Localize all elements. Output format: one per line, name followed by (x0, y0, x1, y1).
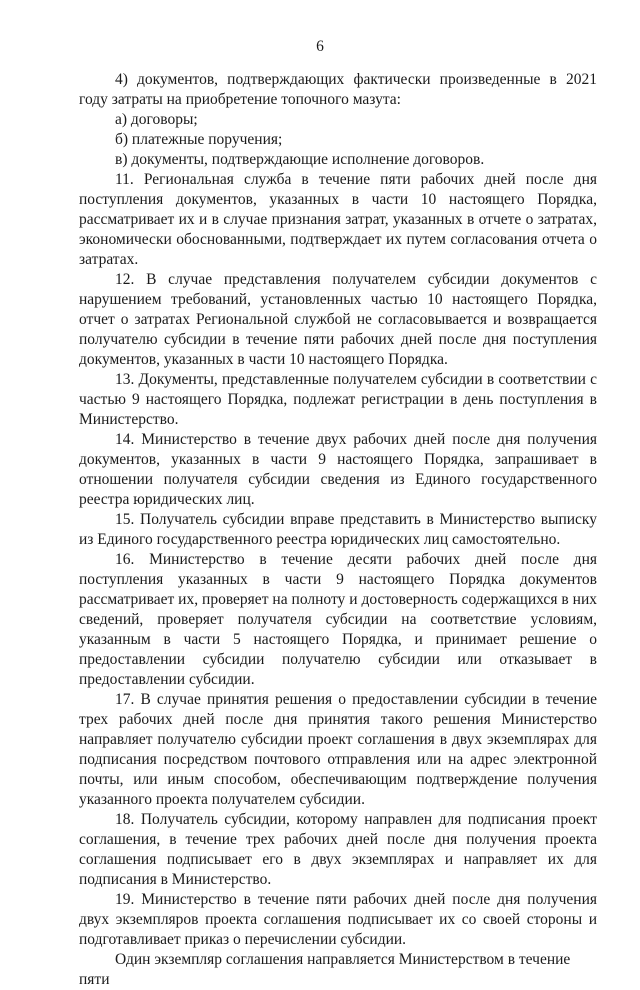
paragraph-11: 11. Региональная служба в течение пяти рабочих дней после дня поступления документов, указанных в части 10 настоящего Порядка, рассматривает их и в случае признания затрат, указанных в отчете о затратах, экономически обоснованными, подтверждает их путем согласования отчета о затратах. (79, 171, 597, 268)
paragraph-subitem-b: б) платежные поручения; (115, 131, 283, 148)
paragraph-18: 18. Получатель субсидии, которому направлен для подписания проект соглашения, в течение трех рабочих дней после дня получения проекта соглашения подписывает его в двух экземплярах и направляет их для подписания в Министерство. (79, 811, 597, 888)
paragraph-12: 12. В случае представления получателем субсидии документов с нарушением требований, установленных частью 10 настоящего Порядка, отчет о затратах Региональной службой не согласовывается и возвращается получателю субсидии в течение пяти рабочих дней после дня поступления документов, указанных в части 10 настоящего Порядка. (79, 271, 597, 368)
paragraph-15: 15. Получатель субсидии вправе представить в Министерство выписку из Единого государственного реестра юридических лиц самостоятельно. (79, 511, 597, 548)
paragraph-13: 13. Документы, представленные получателем субсидии в соответствии с частью 9 настоящего Порядка, подлежат регистрации в день поступления в Министерство. (79, 371, 597, 428)
paragraph-continuation: Один экземпляр соглашения направляется Министерством в течение пяти (79, 951, 571, 988)
paragraph-19: 19. Министерство в течение пяти рабочих дней после дня получения двух экземпляров проекта соглашения подписывает их со своей стороны и подготавливает приказ о перечислении субсидии. (79, 891, 597, 948)
page-number: 6 (316, 38, 324, 55)
paragraph-17: 17. В случае принятия решения о предоставлении субсидии в течение трех рабочих дней после дня принятия такого решения Министерство направляет получателю субсидии проект соглашения в двух экземплярах для подписания посредством почтового отправления или на адрес электронной почты, или иным способом, обеспечивающим подтверждение получения указанного проекта получателем субсидии. (79, 691, 597, 808)
paragraph-16: 16. Министерство в течение десяти рабочих дней после дня поступления указанных в части 9 настоящего Порядка документов рассматривает их, проверяет на полноту и достоверность содержащихся в них сведений, проверяет получателя субсидии на соответствие условиям, указанным в части 5 настоящего Порядка, и принимает решение о предоставлении субсидии получателю субсидии или отказывает в предоставлении субсидии. (79, 551, 597, 688)
paragraph-subitem-a: а) договоры; (115, 111, 198, 128)
paragraph-item-4: 4) документов, подтверждающих фактически произведенные в 2021 году затраты на приобретение топочного мазута: (79, 71, 597, 108)
document-body (79, 70, 597, 990)
paragraph-subitem-c: в) документы, подтверждающие исполнение договоров. (115, 151, 485, 168)
paragraph-14: 14. Министерство в течение двух рабочих дней после дня получения документов, указанных в части 9 настоящего Порядка, запрашивает в отношении получателя субсидии сведения из Единого государственного реестра юридических лиц. (79, 431, 597, 508)
